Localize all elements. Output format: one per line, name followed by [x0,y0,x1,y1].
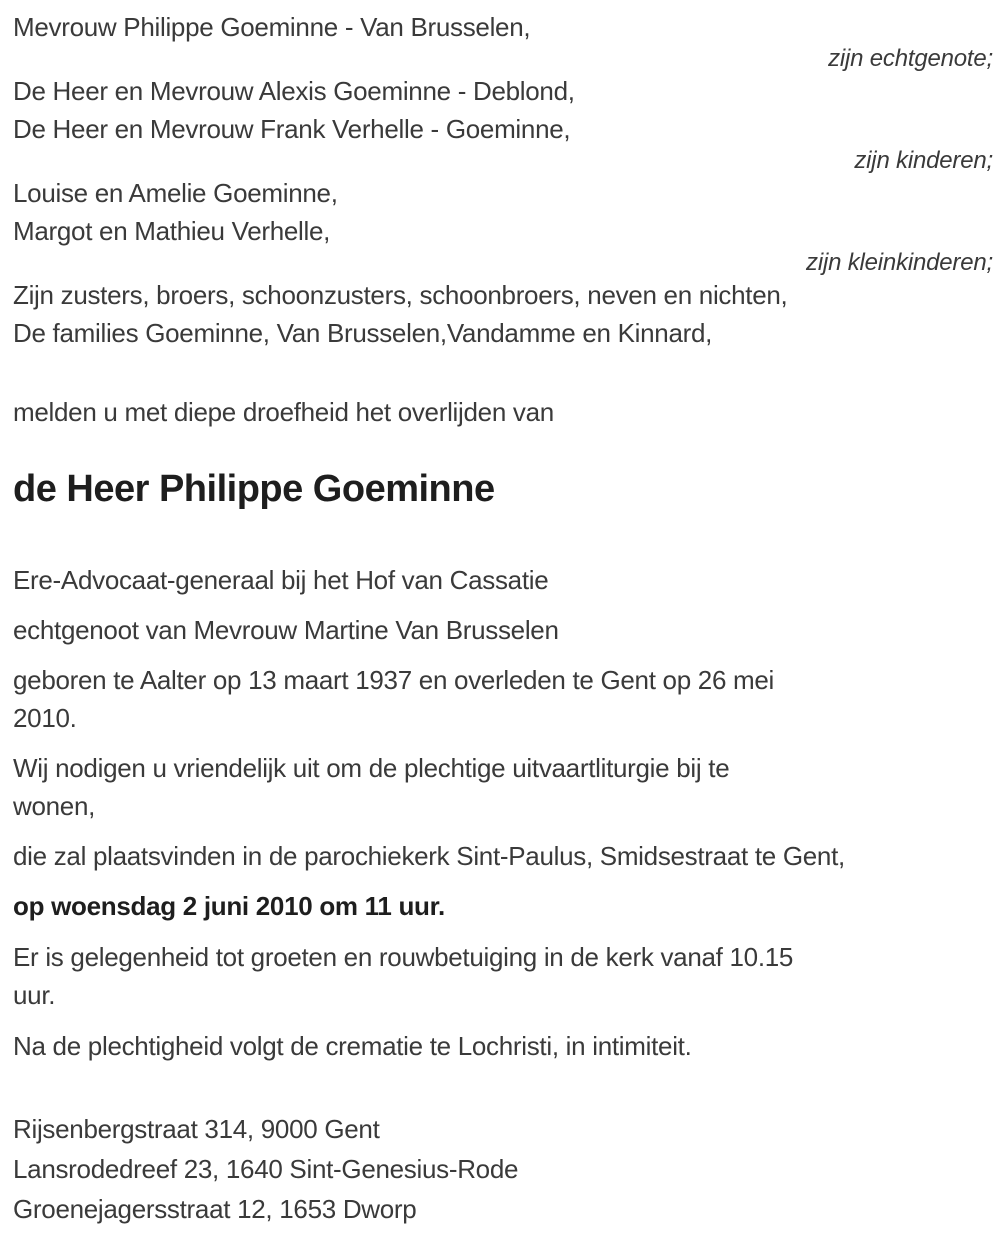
family-line-child-2: De Heer en Mevrouw Frank Verhelle - Goeminne, [13,114,571,144]
family-line-grandchild-1: Louise en Amelie Goeminne, [13,178,338,208]
honorary-title-line: Ere-Advocaat-generaal bij het Hof van Cassatie [13,565,549,595]
family-line-siblings: Zijn zusters, broers, schoonzusters, schoonbroers, neven en nichten, [13,280,788,310]
family-line-grandchild-2: Margot en Mathieu Verhelle, [13,216,331,246]
birth-death-line-2: 2010. [13,703,77,733]
condolence-line-2: uur. [13,980,56,1010]
family-line-child-1: De Heer en Mevrouw Alexis Goeminne - Deblond, [13,76,575,106]
announcement-intro: melden u met diepe droefheid het overlijden van [13,397,554,427]
relation-label-spouse: zijn echtgenote; [828,45,993,72]
family-line-families: De families Goeminne, Van Brusselen,Vandamme en Kinnard, [13,318,713,348]
relation-label-children: zijn kinderen; [854,147,993,174]
relation-label-grandchildren: zijn kleinkinderen; [806,249,993,276]
address-line-2: Lansrodedreef 23, 1640 Sint-Genesius-Rode [13,1154,519,1184]
spouse-line: echtgenoot van Mevrouw Martine Van Brusselen [13,615,559,645]
service-datetime-line: op woensdag 2 juni 2010 om 11 uur. [13,891,445,921]
cremation-line: Na de plechtigheid volgt de crematie te Lochristi, in intimiteit. [13,1031,692,1061]
addresses-section [13,1109,993,1229]
invitation-line-2: wonen, [13,791,96,821]
address-line-3: Groenejagersstraat 12, 1653 Dworp [13,1194,417,1224]
deceased-name-heading: de Heer Philippe Goeminne [13,468,495,510]
family-section [13,8,993,352]
condolence-paragraph [13,938,993,1014]
invitation-paragraph [13,749,993,825]
address-line-1: Rijsenbergstraat 314, 9000 Gent [13,1114,380,1144]
birth-death-line-1: geboren te Aalter op 13 maart 1937 en overleden te Gent op 26 mei [13,665,775,695]
birth-death-paragraph [13,661,993,737]
family-line-widow: Mevrouw Philippe Goeminne - Van Brusselen, [13,12,531,42]
service-location-line: die zal plaatsvinden in de parochiekerk Sint-Paulus, Smidsestraat te Gent, [13,841,845,871]
condolence-line-1: Er is gelegenheid tot groeten en rouwbetuiging in de kerk vanaf 10.15 [13,942,794,972]
invitation-line-1: Wij nodigen u vriendelijk uit om de plechtige uitvaartliturgie bij te [13,753,730,783]
